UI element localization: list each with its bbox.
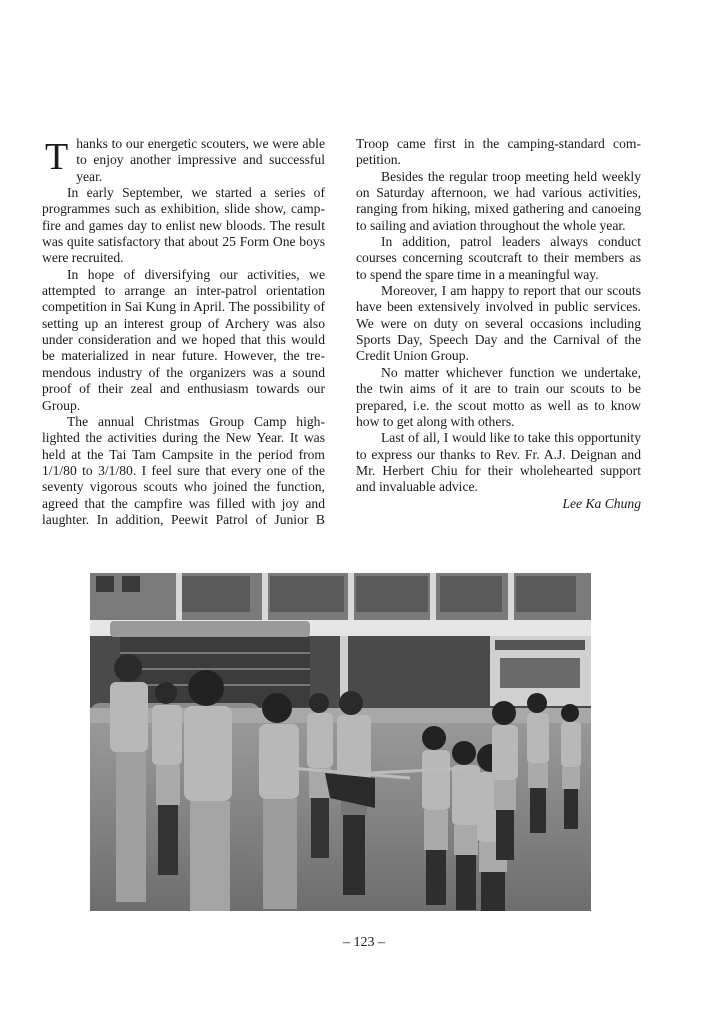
paragraph: Besides the regular troop meeting held weekly on Saturday afternoon, we had various activities, ranging from hiking, mixed gathering and canoeing to sailing and aviation throughout the whole year. [356,168,641,233]
paragraph: The annual Christmas Group Camp highlighted the activities during the New Year. It was held at the Tai Tam Campsite in the period from 1/1/80 to 3/1/80. I feel sure that every one of the seventy vigorous scouts who joined the function, agreed that the campfire was filled with joy and laughter. In addition, Peewit Patrol of Junior B [42,413,325,527]
left-column [42,136,325,528]
paragraph: In addition, patrol leaders always conduct courses concerning scoutcraft to their members as to spend the spare time in a meaningful way. [356,234,641,282]
drop-cap: T [45,136,69,178]
author-signature: Lee Ka Chung [562,495,641,511]
paragraph: No matter whichever function we undertake, the twin aims of it are to train our scouts to be prepared, i.e. the scout motto as well as to know how to get along with others. [356,364,641,429]
scouts-photograph [90,573,591,911]
paragraph: Last of all, I would like to take this opportunity to express our thanks to Rev. Fr. A.J. Deignan and Mr. Herbert Chiu for their wholehearted support and invaluable advice. [356,430,641,495]
paragraph: Moreover, I am happy to report that our scouts have been extensively involved in public services. We were on duty on several occasions including Sports Day, Speech Day and the Carnival of the Credit Union Group. [356,283,641,364]
paragraph: In hope of diversifying our activities, we attempted to arrange an inter-patrol orientation competition in Sai Kung in April. The possibility of setting up an interest group of Archery was also under consideration and we hoped that this would be materialized in near future. However, the tremendous industry of the organizers was a sound proof of their zeal and enthusiasm towards our Group. [42,266,325,413]
page-number: – 123 – [343,935,385,950]
paragraph: In early September, we started a series of programmes such as exhibition, slide show, campfire and games day to enlist new bloods. The result was quite satisfactory that about 25 Form One boys were recruited. [42,185,325,266]
photo-illustration [90,573,591,911]
right-column [356,136,641,512]
paragraph: Troop came first in the camping-standard competition. [356,136,641,168]
paragraph: Thanks to our energetic scouters, we were able to enjoy another impressive and successful year. [45,136,325,184]
truck-roof [110,621,310,637]
